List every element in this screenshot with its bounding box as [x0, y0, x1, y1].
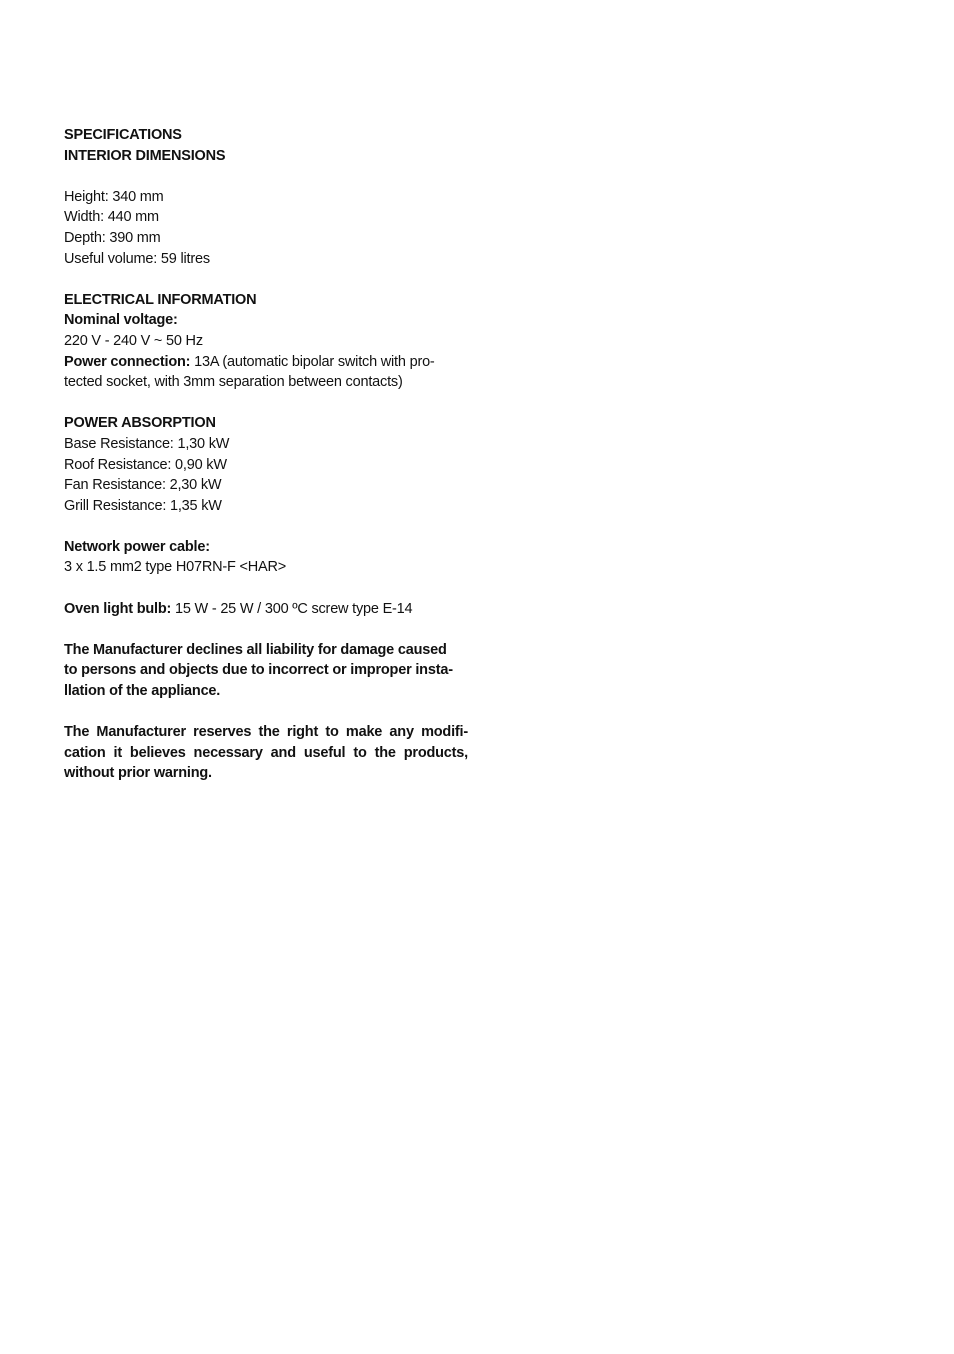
network-cable-label: Network power cable:	[64, 538, 210, 555]
roof-resistance: Roof Resistance: 0,90 kW	[64, 456, 227, 473]
dimension-depth: Depth: 390 mm	[64, 229, 161, 246]
power-absorption-heading: POWER ABSORPTION	[64, 415, 216, 432]
dimension-volume: Useful volume: 59 litres	[64, 250, 210, 267]
spacer	[64, 619, 468, 640]
reservation-paragraph	[64, 722, 468, 784]
spacer	[64, 702, 468, 723]
reservation-line: without prior warning.	[64, 765, 212, 782]
power-connection-label: Power connection:	[64, 353, 191, 370]
power-connection-value: 13A (automatic bipolar switch with pro-	[190, 353, 435, 370]
dimension-height: Height: 340 mm	[64, 188, 164, 205]
base-resistance: Base Resistance: 1,30 kW	[64, 435, 230, 452]
liability-line: to persons and objects due to incorrect or improper insta-	[64, 662, 453, 679]
liability-line: llation of the appliance.	[64, 683, 221, 700]
specifications-heading: SPECIFICATIONS	[64, 127, 182, 143]
reservation-line: cation it believes necessary and useful to the products,	[64, 744, 468, 761]
dimension-width: Width: 440 mm	[64, 209, 159, 226]
nominal-voltage-label: Nominal voltage:	[64, 312, 178, 329]
spacer	[64, 393, 468, 414]
reservation-line: The Manufacturer reserves the right to make any modifi-	[64, 724, 468, 741]
liability-line: The Manufacturer declines all liability for damage caused	[64, 641, 447, 658]
spacer	[64, 166, 468, 187]
fan-resistance: Fan Resistance: 2,30 kW	[64, 477, 222, 494]
electrical-heading: ELECTRICAL INFORMATION	[64, 291, 257, 308]
oven-light-label: Oven light bulb:	[64, 600, 172, 617]
spacer	[64, 269, 468, 290]
nominal-voltage-value: 220 V - 240 V ~ 50 Hz	[64, 332, 203, 349]
interior-dimensions-heading: INTERIOR DIMENSIONS	[64, 147, 226, 164]
specifications-column	[64, 125, 468, 784]
spacer	[64, 516, 468, 537]
grill-resistance: Grill Resistance: 1,35 kW	[64, 497, 222, 514]
liability-paragraph	[64, 640, 468, 702]
power-connection-value-continued: tected socket, with 3mm separation between contacts)	[64, 374, 403, 391]
oven-light-value: 15 W - 25 W / 300 ºC screw type E-14	[171, 600, 413, 617]
spacer	[64, 578, 468, 599]
network-cable-value: 3 x 1.5 mm2 type H07RN-F <HAR>	[64, 559, 287, 576]
power-connection-line	[64, 352, 468, 373]
oven-light-line	[64, 599, 468, 620]
